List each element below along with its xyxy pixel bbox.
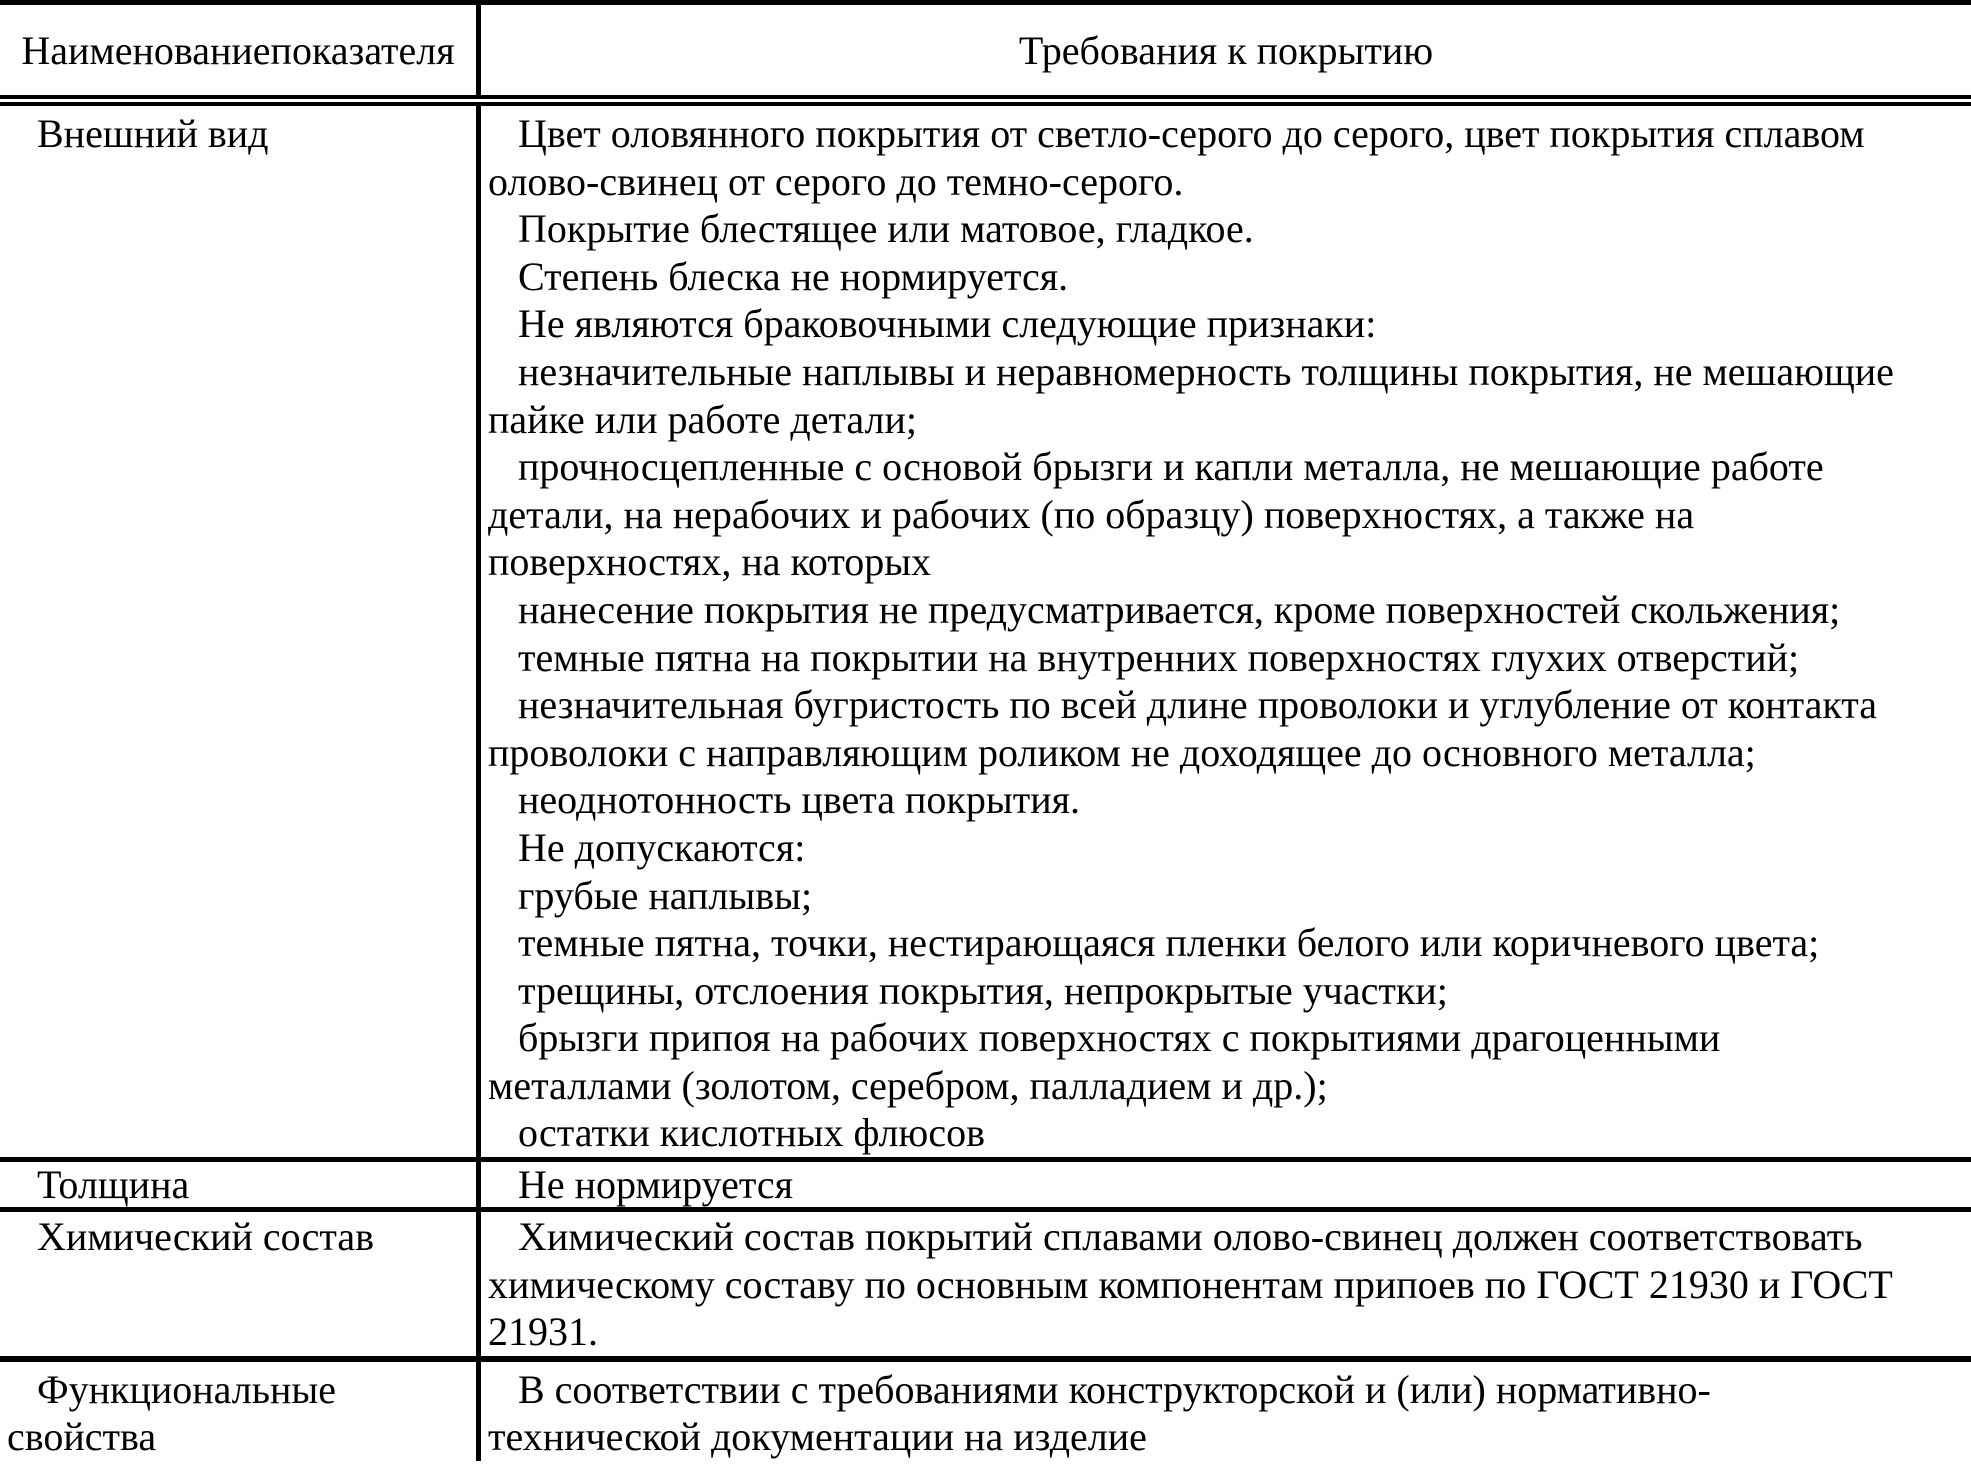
table-header-row	[0, 5, 1971, 106]
cell-thickness-requirements	[481, 1162, 1971, 1207]
text-line: В соответствии с требованиями конструкторской и (или) нормативно-	[518, 1366, 1711, 1412]
text-line: неоднотонность цвета покрытия.	[518, 777, 1081, 823]
text-line: металлами (золотом, серебром, палладием и др.);	[488, 1062, 1328, 1108]
text-line: свойства	[7, 1414, 157, 1460]
text-line: Химический состав	[37, 1214, 374, 1260]
text-line: олово-свинец от серого до темно-серого.	[488, 158, 1184, 204]
text-line: технической документации на изделие	[488, 1414, 1147, 1460]
table-row-thickness	[0, 1162, 1971, 1212]
text-line: незначительные наплывы и неравномерность толщины покрытия, не мешающие	[518, 348, 1894, 394]
text-line: проволоки с направляющим роликом не доходящее до основного металла;	[488, 729, 1756, 775]
text-line: детали, на нерабочих и рабочих (по образцу) поверхностях, а также на	[488, 491, 1695, 537]
text-line: Не являются браковочными следующие признаки:	[518, 301, 1377, 347]
text-line: трещины, отслоения покрытия, непрокрытые участки;	[518, 967, 1448, 1013]
text-line: брызги припоя на рабочих поверхностях с покрытиями драгоценными	[518, 1015, 1721, 1061]
text-line: Толщина	[37, 1162, 190, 1208]
cell-functional-requirements	[481, 1362, 1971, 1461]
header-label-coating-requirements: Требования к покрытию	[1018, 27, 1434, 73]
header-cell-indicator-name	[0, 5, 481, 95]
text-line: темные пятна на покрытии на внутренних поверхностях глухих отверстий;	[518, 634, 1800, 680]
text-line: Степень блеска не нормируется.	[518, 253, 1069, 299]
table-row-chemical-composition	[0, 1212, 1971, 1362]
text-line: химическому составу по основным компонентам припоев по ГОСТ 21930 и ГОСТ	[488, 1261, 1893, 1307]
text-line: 21931.	[488, 1309, 598, 1355]
text-line: Функциональные	[37, 1366, 337, 1412]
text-line: Не нормируется	[518, 1162, 793, 1208]
text-line: грубые наплывы;	[518, 872, 813, 918]
cell-chemical-name	[0, 1212, 481, 1356]
header-label-indicator-name: Наименованиепоказателя	[21, 27, 455, 73]
text-line: незначительная бугристость по всей длине проволоки и углубление от контакта	[518, 682, 1877, 728]
text-line: Химический состав покрытий сплавами олово-свинец должен соответствовать	[518, 1214, 1863, 1260]
header-cell-coating-requirements	[481, 5, 1971, 95]
cell-chemical-requirements	[481, 1212, 1971, 1356]
text-line: Цвет оловянного покрытия от светло-серого до серого, цвет покрытия сплавом	[518, 111, 1865, 156]
text-line: пайке или работе детали;	[488, 396, 918, 442]
text-line: остатки кислотных флюсов	[518, 1110, 985, 1156]
text-line: Покрытие блестящее или матовое, гладкое.	[518, 206, 1254, 252]
cell-appearance-requirements	[481, 106, 1971, 1157]
text-line: нанесение покрытия не предусматривается, кроме поверхностей скольжения;	[518, 586, 1841, 632]
table-row-appearance	[0, 106, 1971, 1162]
cell-functional-name	[0, 1362, 481, 1461]
table-row-functional-properties	[0, 1362, 1971, 1461]
text-line: поверхностях, на которых	[488, 539, 932, 585]
text-line: темные пятна, точки, нестирающаяся пленки белого или коричневого цвета;	[518, 920, 1820, 966]
cell-thickness-name	[0, 1162, 481, 1207]
text-line: Не допускаются:	[518, 824, 806, 870]
text-line: прочносцепленные с основой брызги и капли металла, не мешающие работе	[518, 444, 1824, 490]
text-line: Внешний вид	[37, 111, 269, 156]
cell-appearance-name	[0, 106, 481, 1157]
